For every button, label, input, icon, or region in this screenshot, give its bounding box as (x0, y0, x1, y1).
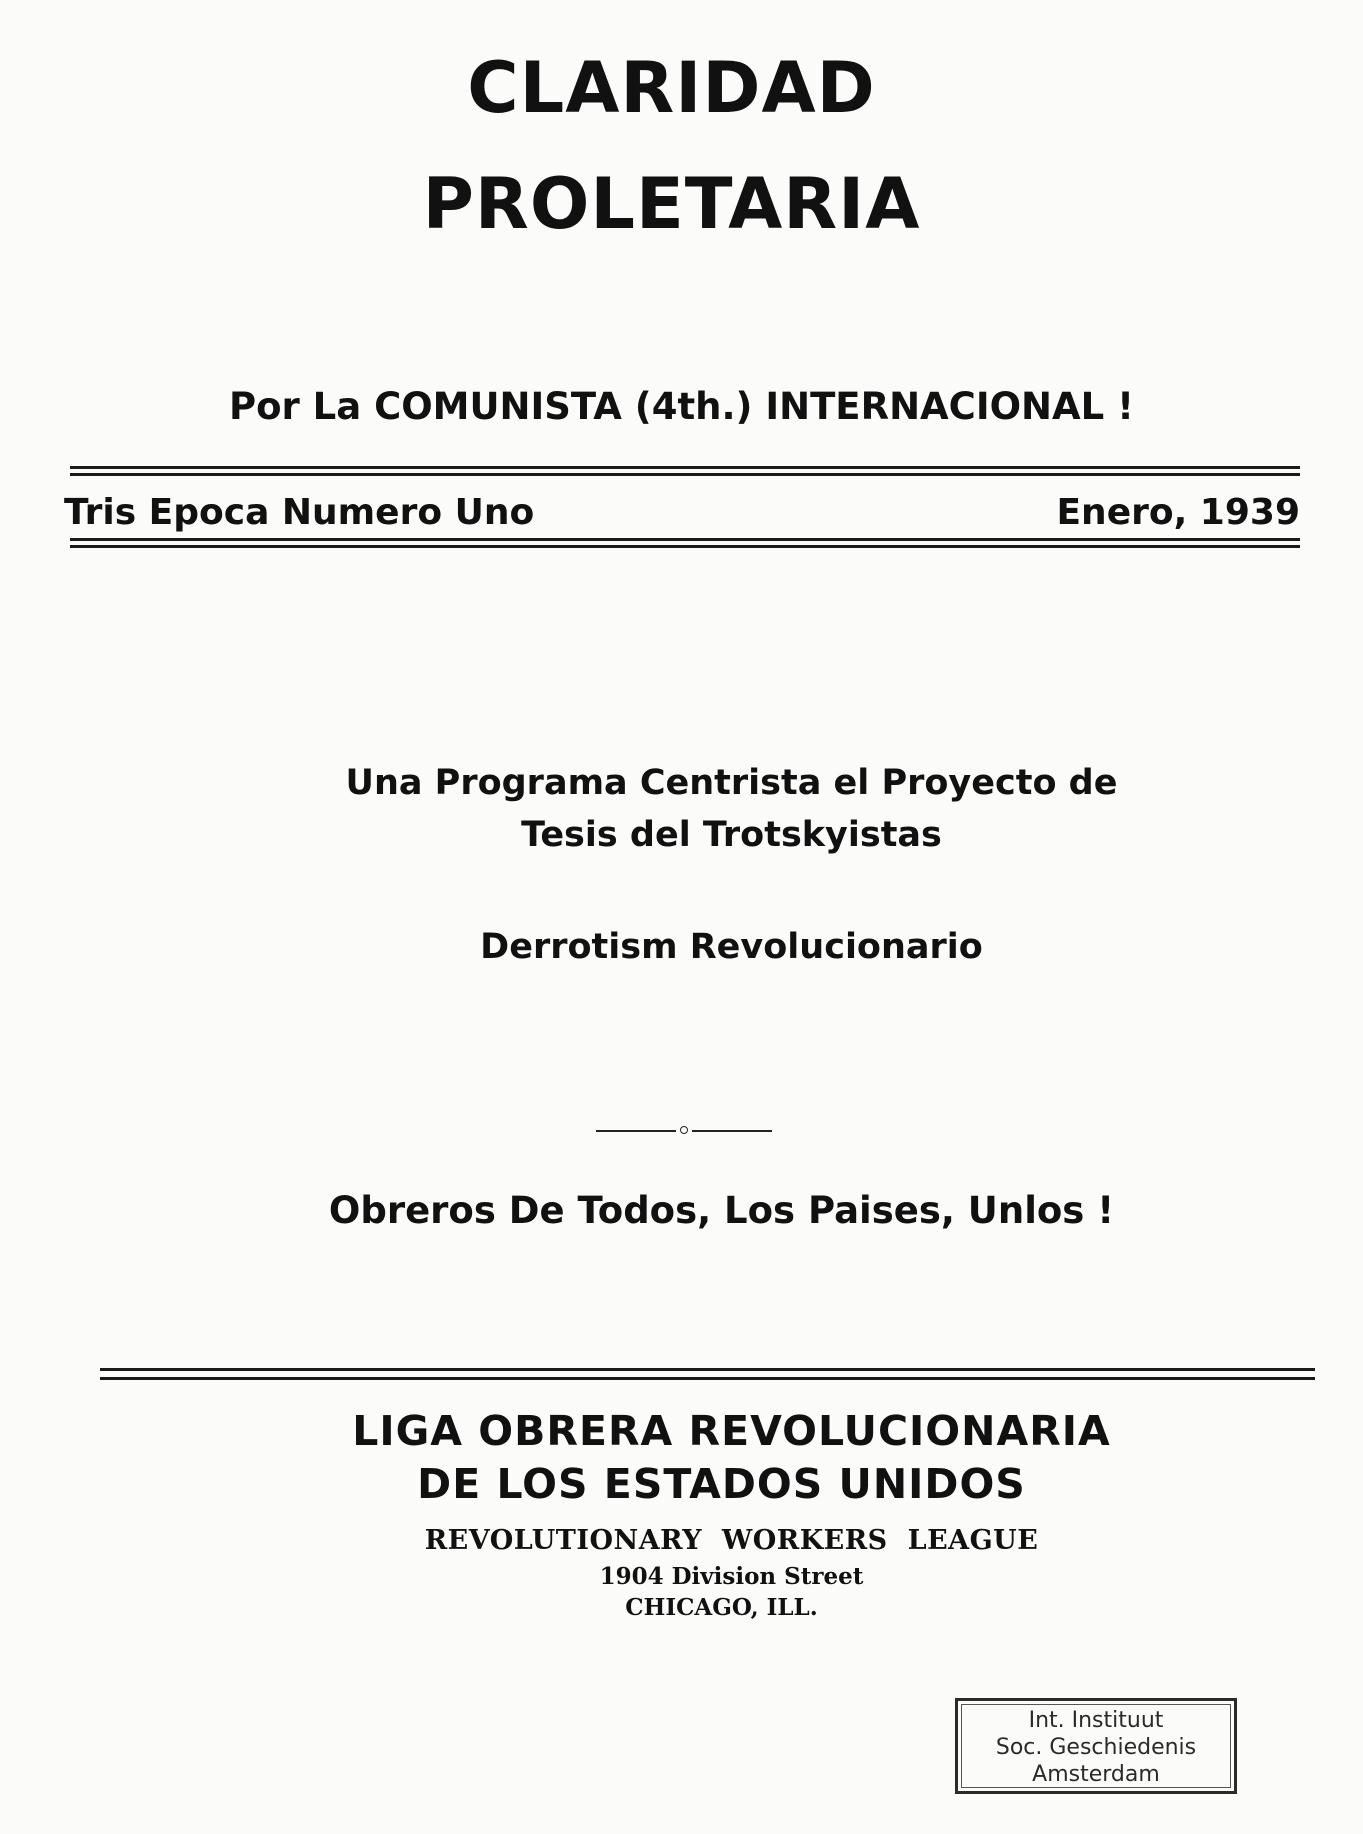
ornamental-separator (596, 1125, 772, 1137)
archive-stamp (955, 1698, 1237, 1794)
masthead-title-line-2: PROLETARIA (422, 163, 921, 245)
publisher-street: 1904 Division Street (599, 1563, 864, 1590)
top-double-rule (70, 466, 1300, 476)
stamp-line-3: Amsterdam (1032, 1762, 1160, 1787)
contents-line-1: Una Programa Centrista el Proyecto de (345, 763, 1118, 803)
issue-double-rule (70, 538, 1300, 548)
masthead-slogan: Por La COMUNISTA (4th.) INTERNACIONAL ! (228, 385, 1134, 428)
publisher-english-name: REVOLUTIONARY WORKERS LEAGUE (424, 1525, 1039, 1556)
publisher-city: CHICAGO, ILL. (625, 1594, 818, 1621)
bottom-double-rule (100, 1368, 1315, 1380)
publisher-name-line-1: LIGA OBRERA REVOLUCIONARIA (352, 1407, 1111, 1455)
stamp-line-1: Int. Instituut (1028, 1708, 1164, 1733)
issue-label: Tris Epoca Numero Uno (64, 492, 535, 533)
separator-line-right (692, 1130, 772, 1132)
publisher-name-line-2: DE LOS ESTADOS UNIDOS (417, 1460, 1026, 1508)
separator-line-left (596, 1130, 676, 1132)
contents-line-3: Derrotism Revolucionario (480, 927, 983, 967)
masthead-title-line-1: CLARIDAD (467, 47, 876, 129)
closing-slogan: Obreros De Todos, Los Paises, Unlos ! (328, 1189, 1115, 1232)
issue-date: Enero, 1939 (1056, 492, 1300, 533)
separator-circle-icon (680, 1126, 688, 1134)
stamp-line-2: Soc. Geschiedenis (995, 1735, 1197, 1760)
contents-line-2: Tesis del Trotskyistas (521, 815, 942, 855)
